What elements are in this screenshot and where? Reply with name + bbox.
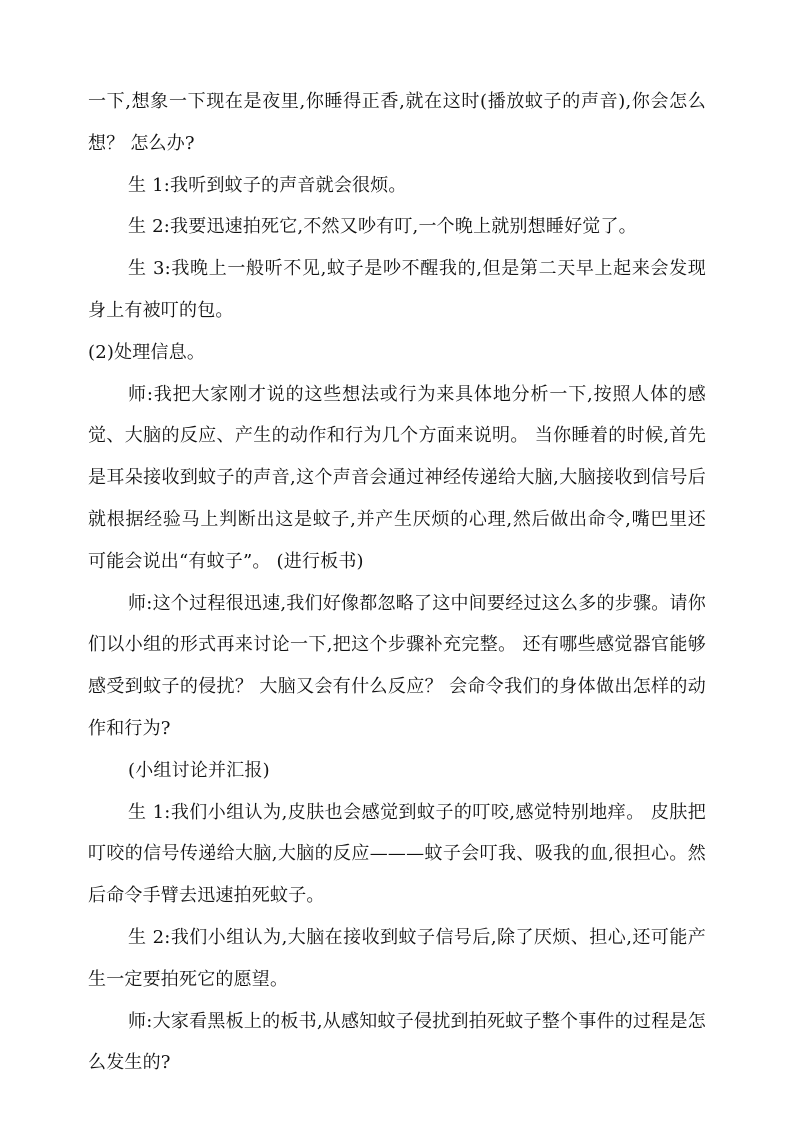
paragraph-student-2: 生 2:我要迅速拍死它,不然又吵有叮,一个晚上就别想睡好觉了。 bbox=[128, 216, 637, 238]
paragraph-group-2: 生 2:我们小组认为,大脑在接收到蚊子信号后,除了厌烦、担心,还可能产生一定要拍死它的愿望。 bbox=[88, 926, 706, 990]
paragraph-teacher-1: 师:我把大家刚才说的这些想法或行为来具体地分析一下,按照人体的感觉、大脑的反应、产生的动作和行为几个方面来说明。 当你睡着的时候,首先是耳朵接收到蚊子的声音,这个声音会通过神经传递给大脑,大脑接收到信号后就根据经验马上判断出这是蚊子,并产生厌烦的心理,然后做出命令,嘴巴里还可能会说出“有蚊子”。 (进行板书) bbox=[88, 383, 706, 572]
paragraph-group-discussion: (小组讨论并汇报) bbox=[128, 759, 270, 781]
section-heading: (2)处理信息。 bbox=[88, 341, 206, 363]
paragraph-teacher-3: 师:大家看黑板上的板书,从感知蚊子侵扰到拍死蚊子整个事件的过程是怎么发生的? bbox=[88, 1010, 706, 1074]
paragraph-intro: 一下,想象一下现在是夜里,你睡得正香,就在这时(播放蚊子的声音),你会怎么想？ 怎么办? bbox=[88, 91, 706, 154]
paragraph-group-1: 生 1:我们小组认为,皮肤也会感觉到蚊子的叮咬,感觉特别地痒。 皮肤把叮咬的信号传递给大脑,大脑的反应———蚊子会叮我、吸我的血,很担心。然后命令手臂去迅速拍死蚊子。 bbox=[88, 801, 706, 907]
paragraph-student-1: 生 1:我听到蚊子的声音就会很烦。 bbox=[128, 174, 407, 196]
paragraph-teacher-2: 师:这个过程很迅速,我们好像都忽略了这中间要经过这么多的步骤。请你们以小组的形式再来讨论一下,把这个步骤补充完整。 还有哪些感觉器官能够感受到蚊子的侵扰？ 大脑又会有什么反应？ 会命令我们的身体做出怎样的动作和行为? bbox=[88, 592, 706, 739]
paragraph-student-3: 生 3:我晚上一般听不见,蚊子是吵不醒我的,但是第二天早上起来会发现身上有被叮的包。 bbox=[88, 258, 706, 321]
